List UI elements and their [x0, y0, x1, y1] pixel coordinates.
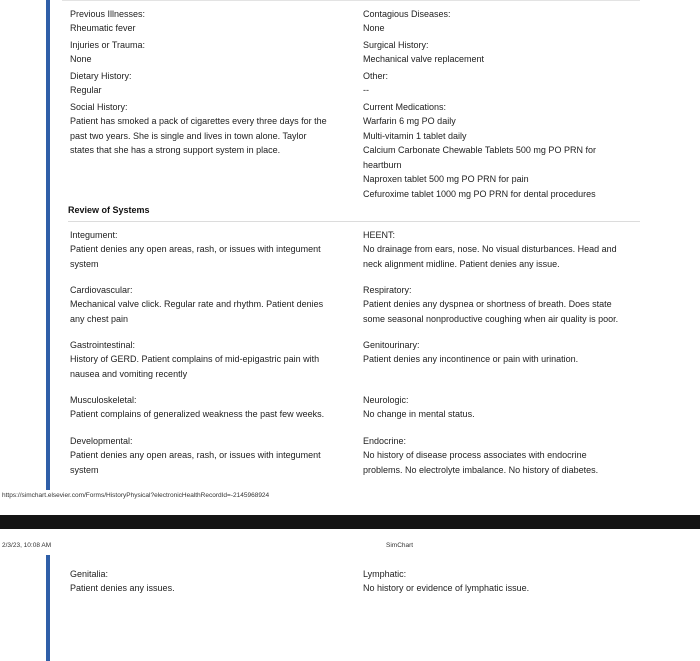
lymphatic-label: Lymphatic: — [363, 569, 407, 579]
other-value: -- — [363, 85, 369, 95]
integument-value — [70, 242, 321, 271]
surgical-history-value: Mechanical valve replacement — [363, 54, 485, 64]
injuries-trauma-value: None — [70, 54, 92, 64]
left-accent-bar — [46, 0, 50, 490]
respiratory-label: Respiratory: — [363, 285, 412, 295]
social-history-line: past two years. She is single and lives in town alone. Taylor — [70, 130, 307, 141]
top-divider — [62, 0, 640, 1]
dietary-history-label: Dietary History: — [70, 71, 132, 81]
left-accent-bar-page2 — [46, 555, 50, 661]
previous-illnesses-value: Rheumatic fever — [70, 23, 136, 33]
endocrine-line: No history of disease process associates with endocrine — [363, 450, 587, 460]
genitalia-value: Patient denies any issues. — [70, 583, 175, 593]
genitourinary-line: Patient denies any incontinence or pain with urination. — [363, 354, 579, 364]
page-url-footer: https://simchart.elsevier.com/Forms/HistoryPhysical?electronicHealthRecordId=-2145968924 — [2, 492, 270, 499]
page-separator — [0, 515, 700, 529]
genitourinary-value — [363, 352, 578, 367]
developmental-label: Developmental: — [70, 436, 133, 446]
dietary-history-value: Regular — [70, 85, 102, 95]
other-label: Other: — [363, 71, 389, 81]
heent-line: No drainage from ears, nose. No visual disturbances. Head and — [363, 244, 617, 254]
current-medications-value — [363, 114, 596, 201]
gastrointestinal-line: History of GERD. Patient complains of mid-epigastric pain with — [70, 354, 320, 364]
medication-line: Calcium Carbonate Chewable Tablets 500 mg PO PRN for — [363, 145, 596, 155]
developmental-line: Patient denies any open areas, rash, or issues with integument — [70, 450, 321, 460]
social-history-line: states that she has a strong support system in place. — [70, 145, 281, 155]
developmental-value — [70, 448, 321, 477]
gastrointestinal-label: Gastrointestinal: — [70, 340, 136, 350]
lymphatic-value: No history or evidence of lymphatic issue. — [363, 583, 530, 593]
contagious-diseases-value: None — [363, 23, 385, 33]
cardiovascular-label: Cardiovascular: — [70, 285, 133, 295]
gastrointestinal-value — [70, 352, 319, 381]
cardiovascular-line: Mechanical valve click. Regular rate and rhythm. Patient denies — [70, 299, 324, 309]
review-of-systems-title: Review of Systems — [68, 205, 150, 215]
integument-line: Patient denies any open areas, rash, or issues with integument — [70, 244, 321, 254]
surgical-history-label: Surgical History: — [363, 40, 429, 50]
integument-line: system — [70, 258, 99, 269]
heent-value — [363, 242, 617, 271]
medication-line: Warfarin 6 mg PO daily — [363, 116, 456, 126]
musculoskeletal-line: Patient complains of generalized weakness the past few weeks. — [70, 409, 325, 419]
social-history-line: Patient has smoked a pack of cigarettes every three days for the — [70, 116, 327, 126]
medication-line: Cefuroxime tablet 1000 mg PO PRN for dental procedures — [363, 188, 596, 199]
neurologic-label: Neurologic: — [363, 395, 409, 405]
heent-line: neck alignment midline. Patient denies any issue. — [363, 258, 560, 269]
medication-line: heartburn — [363, 159, 402, 170]
social-history-value — [70, 114, 327, 158]
contagious-diseases-label: Contagious Diseases: — [363, 9, 451, 19]
integument-label: Integument: — [70, 230, 118, 240]
injuries-trauma-label: Injuries or Trauma: — [70, 40, 146, 50]
neurologic-line: No change in mental status. — [363, 409, 475, 419]
medication-line: Naproxen tablet 500 mg PO PRN for pain — [363, 174, 529, 184]
heent-label: HEENT: — [363, 230, 396, 240]
musculoskeletal-label: Musculoskeletal: — [70, 395, 137, 405]
current-medications-label: Current Medications: — [363, 102, 447, 112]
gastrointestinal-line: nausea and vomiting recently — [70, 368, 188, 379]
respiratory-line: Patient denies any dyspnea or shortness of breath. Does state — [363, 299, 612, 309]
medication-line: Multi-vitamin 1 tablet daily — [363, 130, 467, 141]
endocrine-label: Endocrine: — [363, 436, 407, 446]
developmental-line: system — [70, 464, 99, 475]
previous-illnesses-label: Previous Illnesses: — [70, 9, 146, 19]
endocrine-value — [363, 448, 598, 477]
cardiovascular-line: any chest pain — [70, 313, 129, 324]
respiratory-value — [363, 297, 618, 326]
genitalia-label: Genitalia: — [70, 569, 109, 579]
genitourinary-label: Genitourinary: — [363, 340, 420, 350]
print-timestamp: 2/3/23, 10:08 AM — [2, 542, 52, 549]
endocrine-line: problems. No electrolyte imbalance. No history of diabetes. — [363, 464, 599, 475]
respiratory-line: some seasonal nonproductive coughing when air quality is poor. — [363, 313, 619, 324]
app-name-header: SimChart — [386, 542, 414, 549]
ros-divider — [68, 221, 640, 222]
musculoskeletal-value — [70, 407, 324, 422]
neurologic-value — [363, 407, 475, 422]
social-history-label: Social History: — [70, 102, 128, 112]
cardiovascular-value — [70, 297, 323, 326]
